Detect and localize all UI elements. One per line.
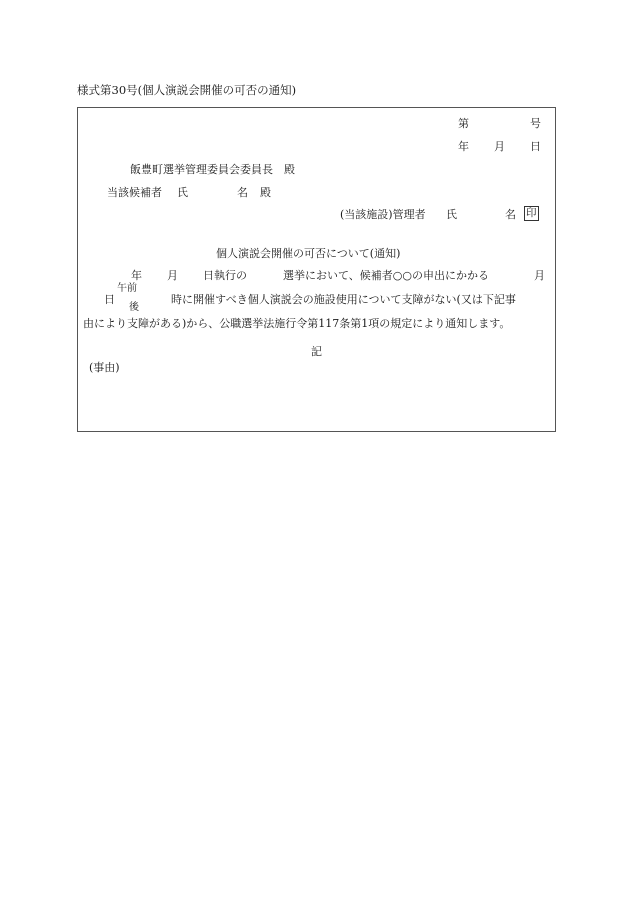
body-line-3: 由により支障がある)から、公職選挙法施行令第117条第1項の規定により通知します。 [83, 317, 511, 330]
candidate-shi: 氏 [177, 186, 188, 199]
sender-prefix: (当該施設)管理者 [340, 208, 426, 221]
recipient-line: 飯豊町選挙管理委員会委員長 殿 [130, 163, 295, 176]
body-gozen-label: 午前 [117, 283, 137, 294]
ki-label: 記 [311, 345, 322, 358]
body-year: 年 [131, 269, 142, 282]
body-day-exec: 日執行の [203, 269, 247, 282]
body-line-2: 時に開催すべき個人演説会の施設使用について支障がない(又は下記事 [171, 293, 516, 306]
body-election-text: 選挙において、候補者○○の申出にかかる [283, 269, 489, 282]
body-month-2: 月 [534, 269, 545, 282]
date-day: 日 [530, 140, 541, 153]
candidate-mei: 名 [237, 186, 248, 199]
date-year: 年 [458, 140, 469, 153]
sender-shi: 氏 [446, 208, 457, 221]
candidate-dono: 殿 [260, 186, 271, 199]
body-gogo: 後 [129, 302, 139, 313]
form-title: 様式第30号(個人演説会開催の可否の通知) [77, 83, 297, 97]
number-go: 号 [530, 117, 541, 130]
body-month: 月 [167, 269, 178, 282]
body-day: 日 [104, 293, 115, 306]
date-month: 月 [494, 140, 505, 153]
body-gozen [117, 283, 137, 295]
seal-mark: 印 [526, 207, 537, 219]
reason-label: (事由) [89, 361, 120, 374]
candidate-prefix: 当該候補者 [107, 186, 162, 199]
sender-mei: 名 [505, 208, 516, 221]
number-dai: 第 [458, 117, 469, 130]
notice-title: 個人演説会開催の可否について(通知) [216, 247, 401, 260]
